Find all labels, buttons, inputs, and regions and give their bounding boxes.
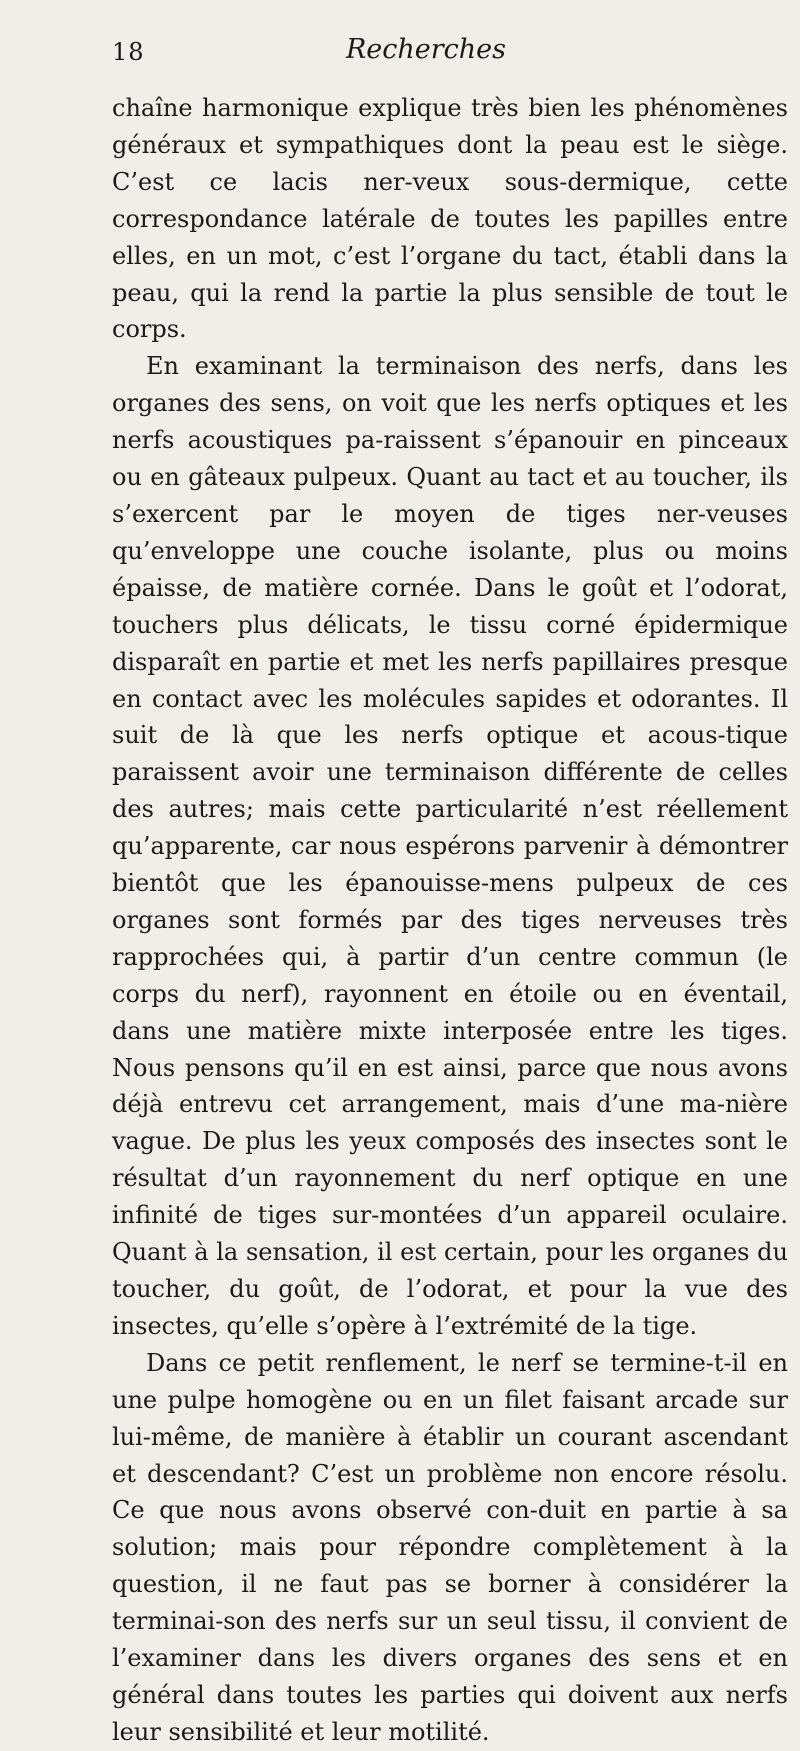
page-number: 18 xyxy=(112,38,145,66)
paragraph-3: Dans ce petit renflement, le nerf se termine-t-il en une pulpe homogène ou en un filet faisant arcade sur lui-même, de manière à établir un courant ascendant et descendant? C’est un problème non encore résolu. Ce que nous avons observé con-duit en partie à sa solution; mais pour répondre complètement à la question, il ne faut pas se borner à considérer la terminai-son des nerfs sur un seul tissu, il convient de l’examiner dans les divers organes des sens et en général dans toutes les parties qui doivent aux nerfs leur sensibilité et leur motilité. xyxy=(112,1348,788,1746)
paragraph-2: En examinant la terminaison des nerfs, dans les organes des sens, on voit que les nerfs optiques et les nerfs acoustiques pa-raissent s’épanouir en pinceaux ou en gâteaux pulpeux. Quant au tact et au toucher, ils s’exercent par le moyen de tiges ner-veuses qu’enveloppe une couche isolante, plus ou moins épaisse, de matière cornée. Dans le goût et l’odorat, touchers plus délicats, le tissu corné épidermique disparaît en partie et met les nerfs papillaires presque en contact avec les molécules sapides et odorantes. Il suit de là que les nerfs optique et acous-tique paraissent avoir une terminaison différente de celles des autres; mais cette particularité n’est réellement qu’apparente, car nous espérons parvenir à démontrer bientôt que les épanouisse-mens pulpeux de ces organes sont formés par des tiges nerveuses très rapprochées qui, à partir d’un centre commun (le corps du nerf), rayonnent en étoile ou en éventail, dans une matière mixte interposée entre les tiges. Nous pensons qu’il en est ainsi, parce que nous avons déjà entrevu cet arrangement, mais d’une ma-nière vague. De plus les yeux composés des insectes sont le résultat d’un rayonnement du nerf optique en une infinité de tiges sur-montées d’un appareil oculaire. Quant à la sensation, il est certain, pour les organes du toucher, du goût, de l’odorat, et pour la vue des insectes, qu’elle s’opère à l’extrémité de la tige. xyxy=(112,352,788,1340)
running-head xyxy=(112,32,740,66)
paragraph-1: chaîne harmonique explique très bien les phénomènes généraux et sympathiques dont la peau est le siège. C’est ce lacis ner-veux sous-dermique, cette correspondance latérale de toutes les papilles entre elles, en un mot, c’est l’organe du tact, établi dans la peau, qui la rend la partie la plus sensible de tout le corps. xyxy=(112,94,788,344)
body-text xyxy=(112,90,788,1751)
running-title: Recherches xyxy=(345,34,507,65)
